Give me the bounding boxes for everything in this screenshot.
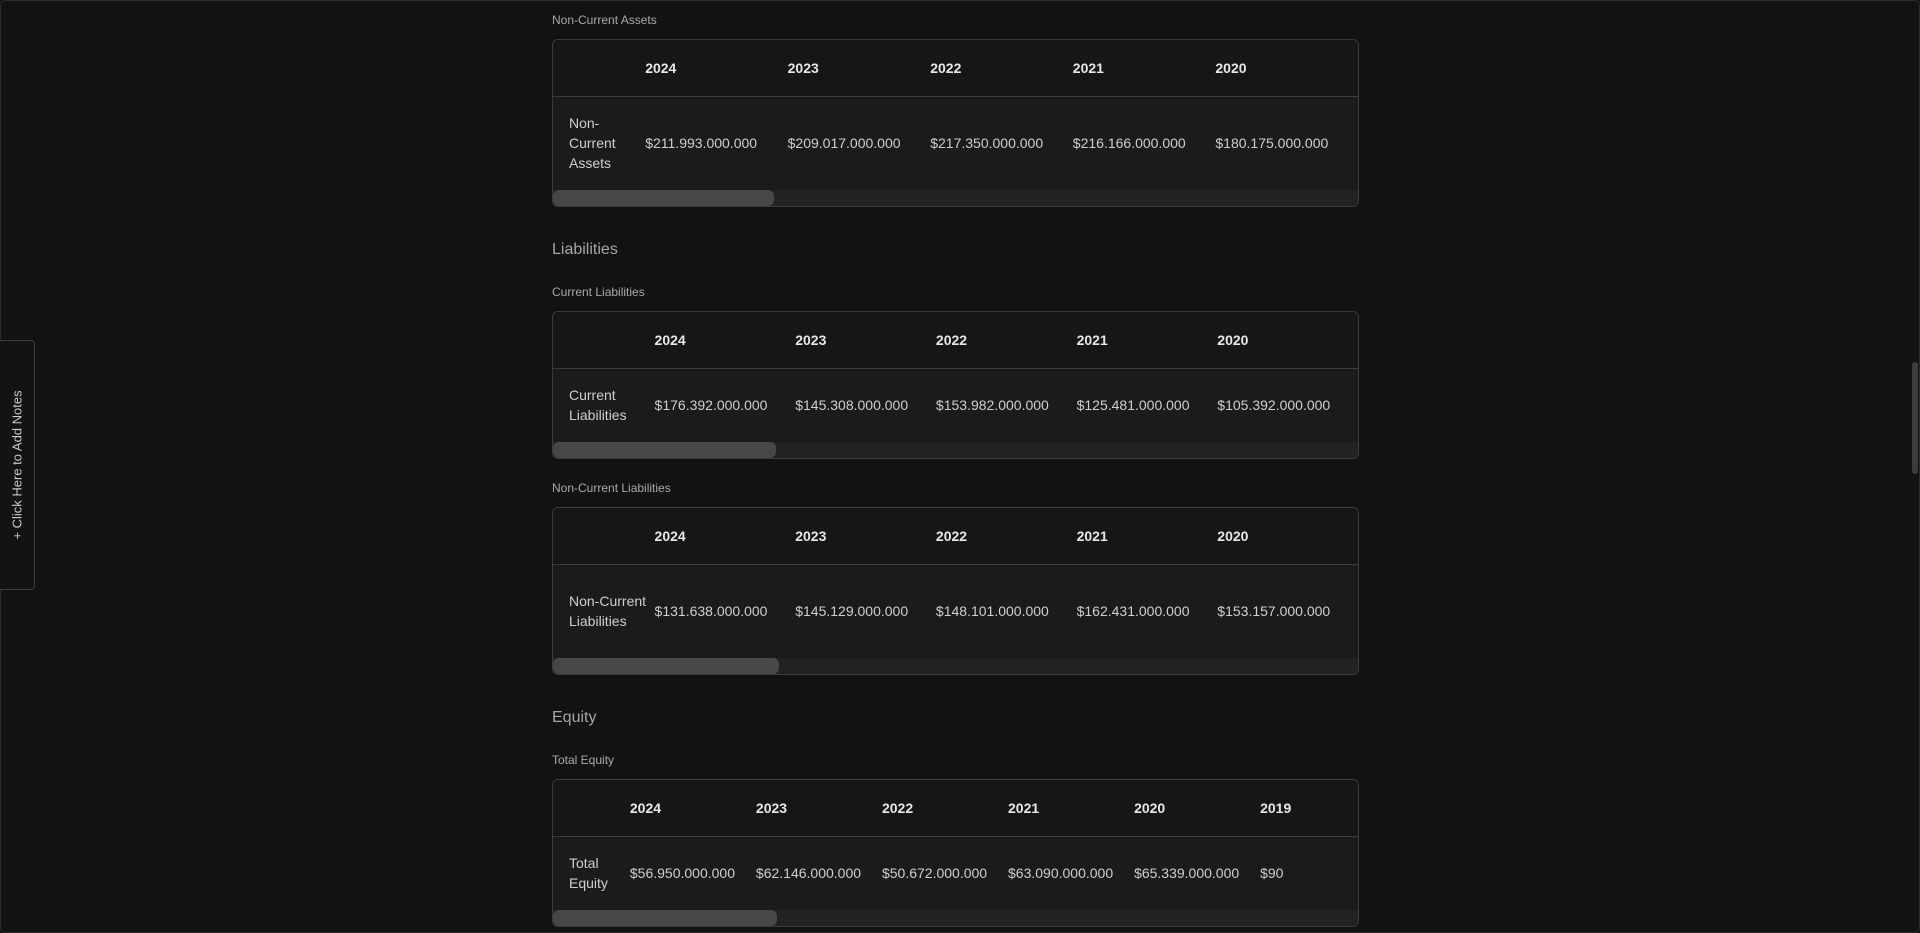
- row-label: Current Liabilities: [553, 369, 655, 442]
- value-cell: $125.481.000.000: [1077, 369, 1218, 442]
- current-liabilities-table-scroll[interactable]: [553, 312, 1358, 442]
- year-header: 2022: [882, 780, 1008, 837]
- year-header: 2020: [1217, 508, 1358, 565]
- value-cell: $50.672.000.000: [882, 837, 1008, 910]
- year-header: 2022: [930, 40, 1073, 97]
- non-current-liabilities-table-scroll[interactable]: [553, 508, 1358, 658]
- value-cell: $217.350.000.000: [930, 97, 1073, 190]
- value-cell: $176.392.000.000: [655, 369, 796, 442]
- total-equity-table-card: [552, 779, 1359, 927]
- value-cell: $162.431.000.000: [1077, 565, 1218, 658]
- table-header-row: [553, 40, 1358, 97]
- value-cell: $145.308.000.000: [795, 369, 936, 442]
- value-cell: $145.129.000.000: [795, 565, 936, 658]
- table-row: [553, 97, 1358, 190]
- scrollbar-thumb[interactable]: [553, 442, 776, 458]
- non-current-assets-table-card: [552, 39, 1359, 207]
- table-row: [553, 369, 1358, 442]
- value-cell: $211.993.000.000: [645, 97, 787, 190]
- year-header: 2024: [655, 508, 796, 565]
- year-header: 2021: [1077, 312, 1218, 369]
- current-liabilities-table-card: [552, 311, 1359, 459]
- horizontal-scrollbar[interactable]: [553, 442, 1358, 458]
- header-corner: [553, 40, 645, 97]
- add-notes-tab[interactable]: [0, 340, 35, 590]
- scrollbar-thumb[interactable]: [553, 190, 774, 206]
- value-cell: $153.982.000.000: [936, 369, 1077, 442]
- year-header: 2022: [936, 312, 1077, 369]
- year-header: 2019: [1260, 780, 1358, 837]
- non-current-assets-table: [553, 40, 1358, 190]
- year-header: 2023: [756, 780, 882, 837]
- value-cell: $209.017.000.000: [788, 97, 931, 190]
- year-header: 2023: [795, 508, 936, 565]
- table-row: [553, 837, 1358, 910]
- year-header: 2021: [1008, 780, 1134, 837]
- table-header-row: [553, 508, 1358, 565]
- scrollbar-thumb[interactable]: [553, 910, 777, 926]
- liabilities-title: Liabilities: [552, 241, 618, 258]
- value-cell: $62.146.000.000: [756, 837, 882, 910]
- row-label: Non-Current Assets: [553, 97, 645, 190]
- header-corner: [553, 508, 655, 565]
- value-cell: $63.090.000.000: [1008, 837, 1134, 910]
- year-header: 2024: [645, 40, 787, 97]
- value-cell: $105.392.000.000: [1217, 369, 1358, 442]
- value-cell: $90: [1260, 837, 1358, 910]
- current-liabilities-label: Current Liabilities: [552, 285, 645, 299]
- header-corner: [553, 780, 630, 837]
- year-header: 2021: [1073, 40, 1216, 97]
- total-equity-table-scroll[interactable]: [553, 780, 1358, 910]
- year-header: 2020: [1134, 780, 1260, 837]
- year-header: 2023: [788, 40, 931, 97]
- table-header-row: [553, 780, 1358, 837]
- non-current-liabilities-table: [553, 508, 1358, 658]
- page-scrollbar-thumb[interactable]: [1912, 362, 1918, 474]
- non-current-assets-table-scroll[interactable]: [553, 40, 1358, 190]
- year-header: 2023: [795, 312, 936, 369]
- scrollbar-thumb[interactable]: [553, 658, 779, 674]
- non-current-liabilities-table-card: [552, 507, 1359, 675]
- value-cell: $65.339.000.000: [1134, 837, 1260, 910]
- equity-title: Equity: [552, 709, 597, 726]
- year-header: 2024: [655, 312, 796, 369]
- total-equity-label: Total Equity: [552, 753, 615, 767]
- table-header-row: [553, 312, 1358, 369]
- row-label: Non-Current Liabilities: [553, 565, 655, 658]
- table-row: [553, 565, 1358, 658]
- total-equity-table: [553, 780, 1358, 910]
- non-current-assets-label: Non-Current Assets: [552, 13, 657, 27]
- value-cell: $216.166.000.000: [1073, 97, 1216, 190]
- year-header: 2024: [630, 780, 756, 837]
- current-liabilities-table: [553, 312, 1358, 442]
- non-current-liabilities-label: Non-Current Liabilities: [552, 481, 671, 495]
- value-cell: $153.157.000.000: [1217, 565, 1358, 658]
- horizontal-scrollbar[interactable]: [553, 190, 1358, 206]
- horizontal-scrollbar[interactable]: [553, 658, 1358, 674]
- horizontal-scrollbar[interactable]: [553, 910, 1358, 926]
- header-corner: [553, 312, 655, 369]
- row-label: Total Equity: [553, 837, 630, 910]
- year-header: 2021: [1077, 508, 1218, 565]
- year-header: 2020: [1217, 312, 1358, 369]
- year-header: 2022: [936, 508, 1077, 565]
- value-cell: $131.638.000.000: [655, 565, 796, 658]
- value-cell: $180.175.000.000: [1215, 97, 1358, 190]
- value-cell: $56.950.000.000: [630, 837, 756, 910]
- add-notes-label: + Click Here to Add Notes: [9, 390, 25, 540]
- value-cell: $148.101.000.000: [936, 565, 1077, 658]
- year-header: 2020: [1215, 40, 1358, 97]
